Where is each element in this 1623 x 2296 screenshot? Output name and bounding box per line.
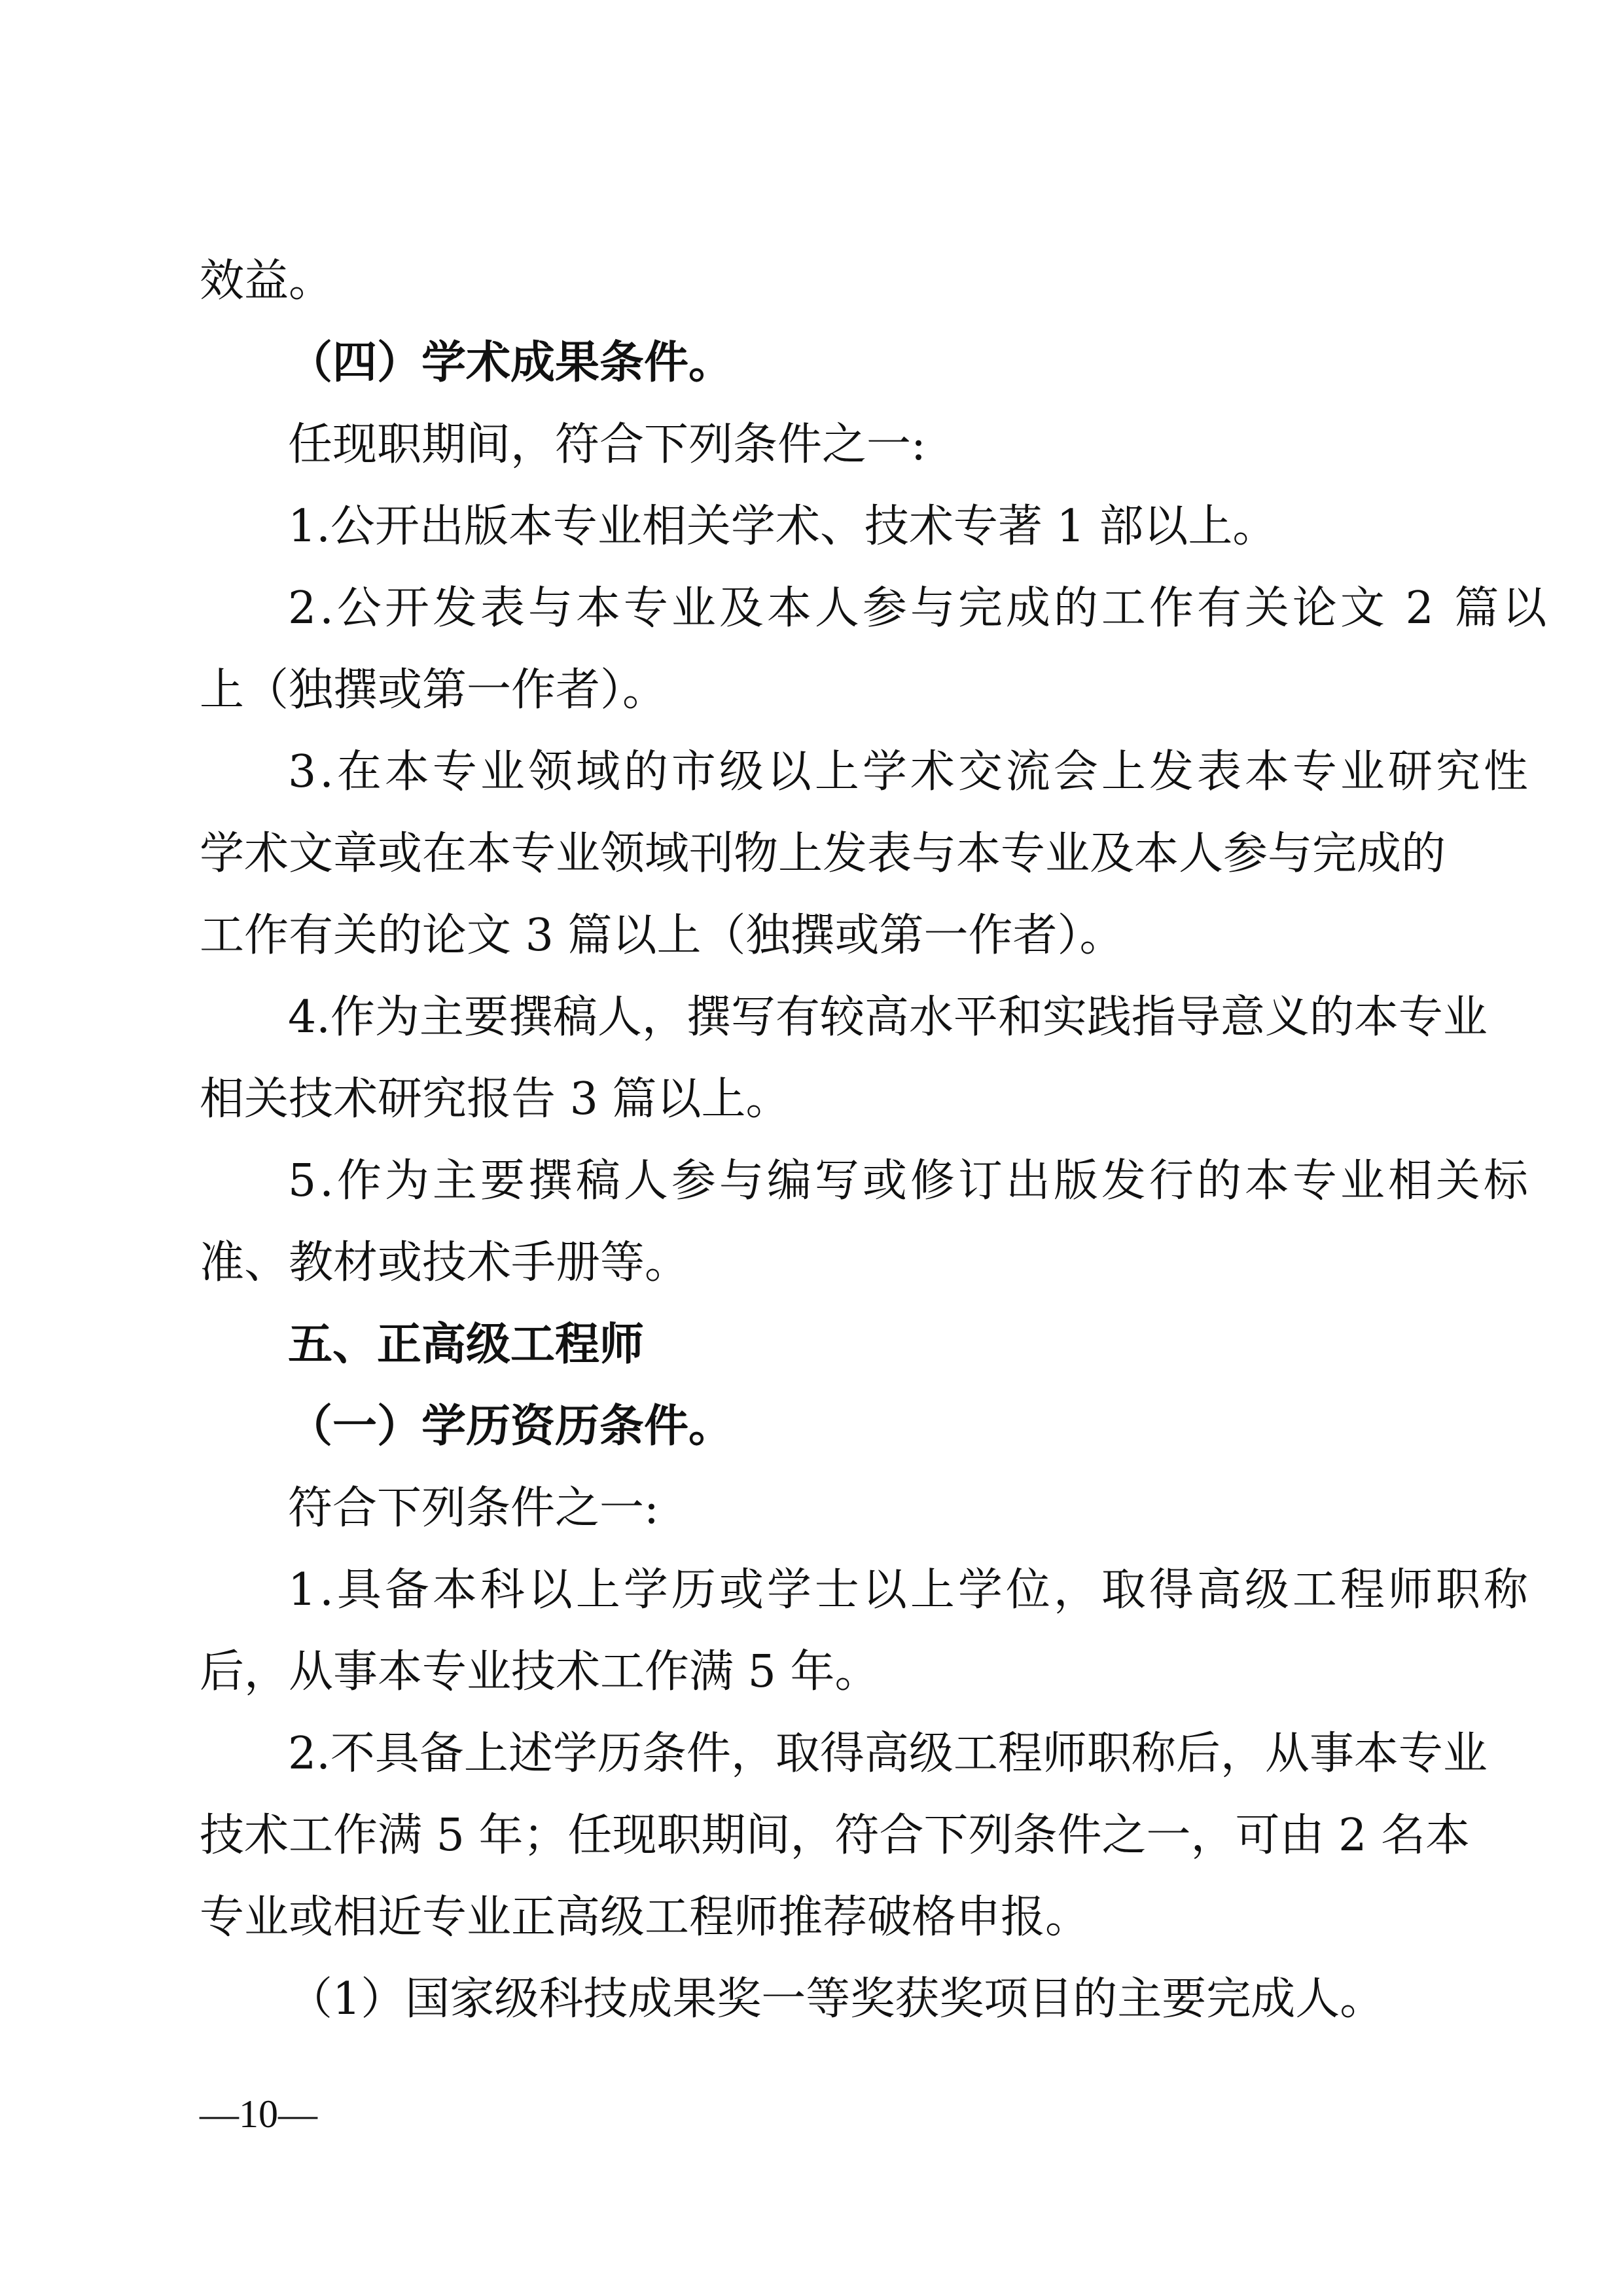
body-text-line: 相关技术研究报告 3 篇以上。 <box>200 1073 791 1125</box>
list-item-text: 5.作为主要撰稿人参与编写或修订出版发行的本专业相关标 <box>288 1155 1531 1207</box>
body-text-line: 上（独撰或第一作者）。 <box>200 664 668 716</box>
list-item-text: （1）国家级科技成果奖一等奖获奖项目的主要完成人。 <box>288 1973 1385 2025</box>
body-text-line: 符合下列条件之一: <box>288 1482 659 1534</box>
body-text-line: 后，从事本专业技术工作满 5 年。 <box>200 1646 880 1698</box>
section-heading: （四）学术成果条件。 <box>288 337 734 389</box>
body-text-line: 技术工作满 5 年；任现职期间，符合下列条件之一，可由 2 名本 <box>200 1810 1470 1861</box>
body-text-line: 准、教材或技术手册等。 <box>200 1237 690 1289</box>
list-item-text: 4.作为主要撰稿人，撰写有较高水平和实践指导意义的本专业 <box>288 992 1488 1043</box>
list-item-text: 2.公开发表与本专业及本人参与完成的工作有关论文 2 篇以 <box>288 583 1550 634</box>
body-text-line: 学术文章或在本专业领域刊物上发表与本专业及本人参与完成的 <box>200 828 1446 880</box>
page-number: —10— <box>200 2092 317 2136</box>
section-heading: （一）学历资历条件。 <box>288 1401 734 1452</box>
list-item-text: 3.在本专业领域的市级以上学术交流会上发表本专业研究性 <box>288 746 1531 798</box>
list-item-text: 1.公开出版本专业相关学术、技术专著 1 部以上。 <box>288 501 1277 552</box>
body-text-line: 工作有关的论文 3 篇以上（独撰或第一作者）。 <box>200 910 1124 961</box>
body-text-line: 任现职期间，符合下列条件之一: <box>288 419 926 471</box>
body-text-line: 专业或相近专业正高级工程师推荐破格申报。 <box>200 1892 1090 1943</box>
list-item-text: 1.具备本科以上学历或学士以上学位，取得高级工程师职称 <box>288 1564 1531 1616</box>
list-item-text: 2.不具备上述学历条件，取得高级工程师职称后，从事本专业 <box>288 1728 1488 1780</box>
chapter-heading: 五、正高级工程师 <box>288 1319 645 1371</box>
body-text-line: 效益。 <box>200 255 334 307</box>
